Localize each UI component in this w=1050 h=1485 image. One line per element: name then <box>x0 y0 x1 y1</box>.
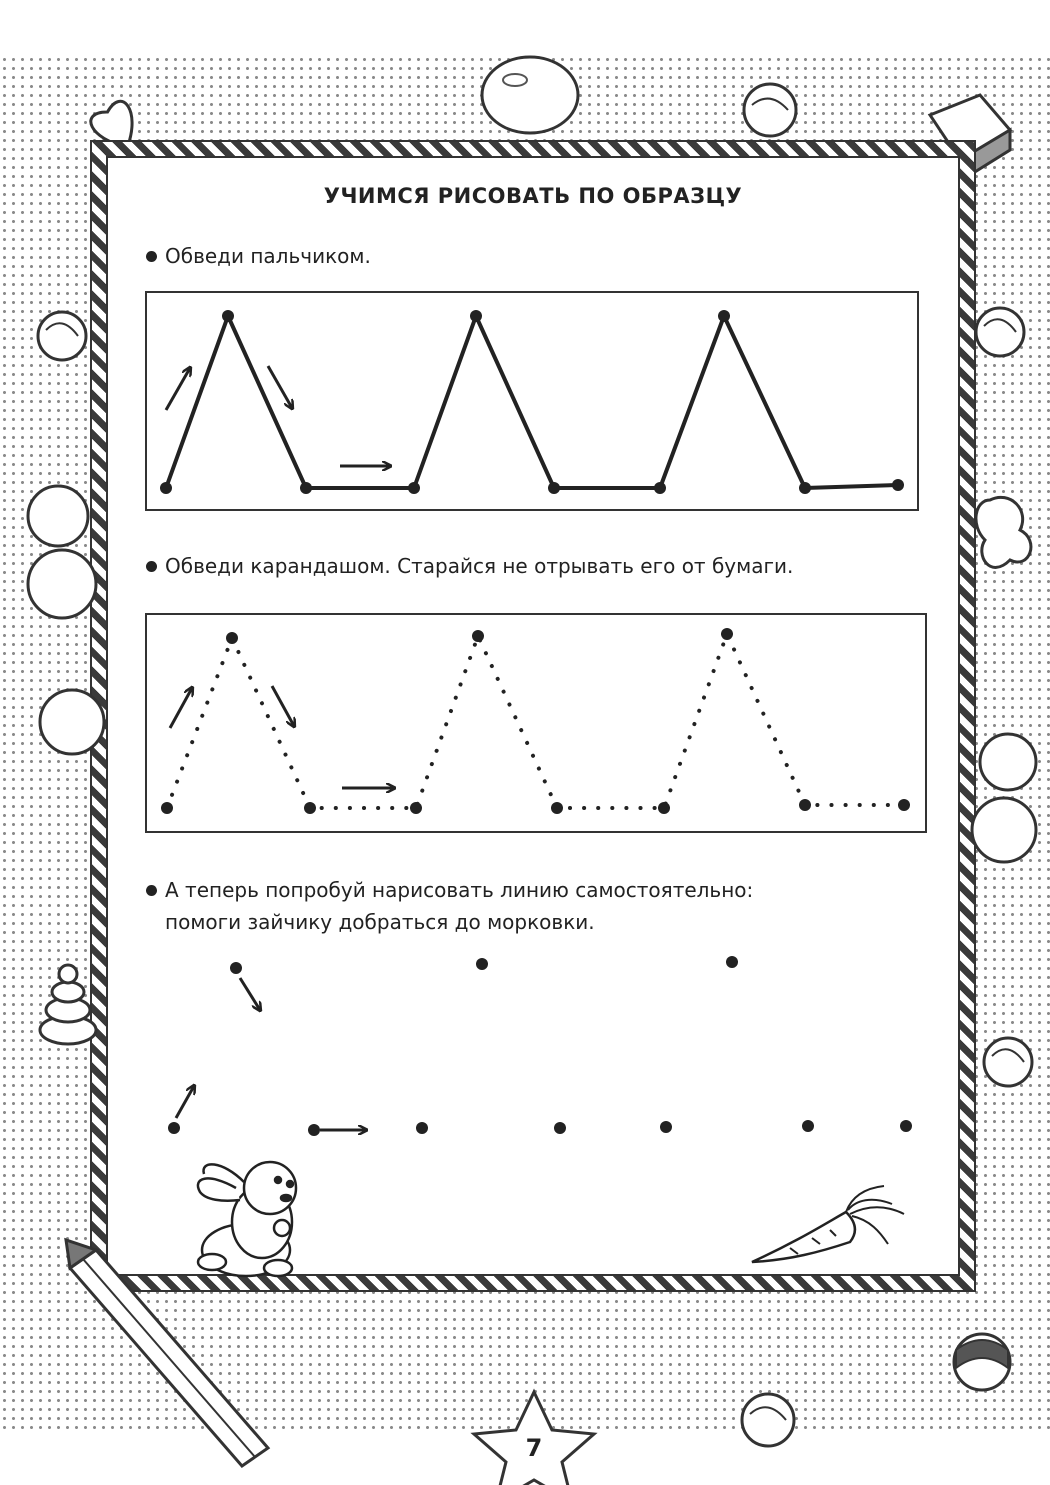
page-number-star <box>474 1392 594 1485</box>
pencil-icon <box>66 1240 268 1466</box>
marble-ball-icon <box>976 308 1024 356</box>
instruction-2-text: Обведи карандашом. Старайся не отрывать его от бумаги. <box>165 554 794 578</box>
striped-ball-icon <box>954 1334 1010 1390</box>
balloon-icon <box>972 734 1036 862</box>
marble-ball-icon <box>38 312 86 360</box>
page-title: УЧИМСЯ РИСОВАТЬ ПО ОБРАЗЦУ <box>323 184 743 208</box>
bone-shape-icon <box>976 497 1031 567</box>
marble-ball-icon <box>984 1038 1032 1086</box>
marble-ball-icon <box>742 1394 794 1446</box>
instruction-3-text: А теперь попробуй нарисовать линию самостоятельно: помоги зайчику добраться до морковки. <box>165 878 754 934</box>
balloon-icon <box>28 486 104 754</box>
stacking-toy-icon <box>40 965 96 1044</box>
instruction-1-text: Обведи пальчиком. <box>165 244 371 268</box>
page-number: 7 <box>525 1434 543 1462</box>
